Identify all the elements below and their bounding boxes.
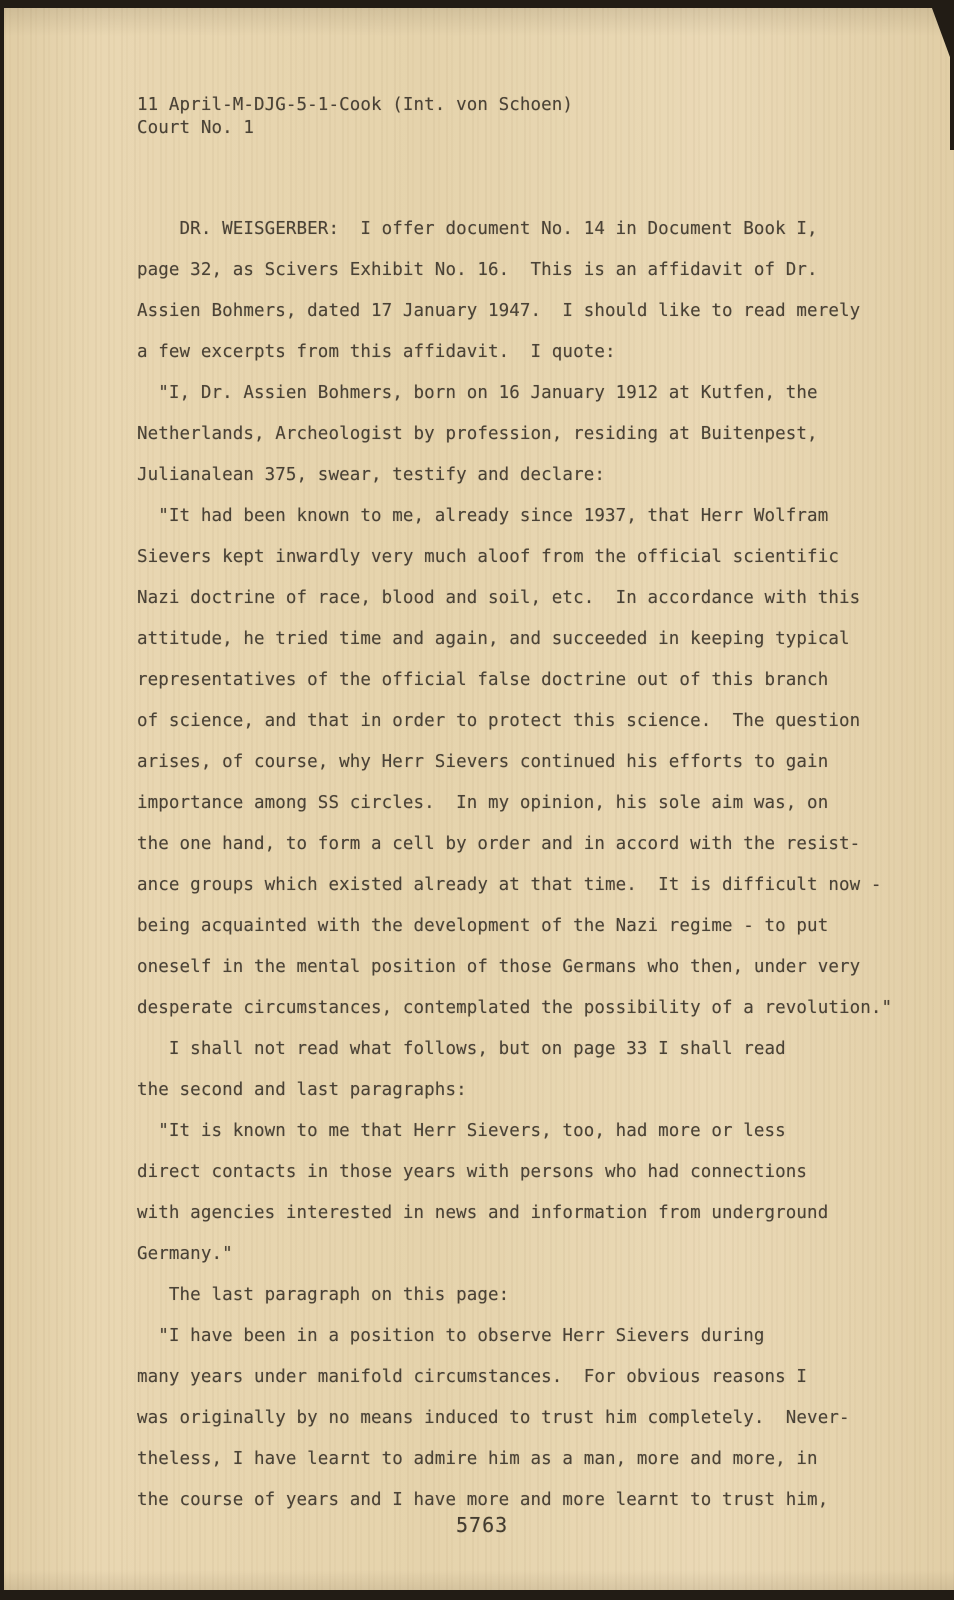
paragraph: [137, 1029, 892, 1111]
document-line: Sievers kept inwardly very much aloof from the official scientific: [137, 547, 839, 567]
document-line: theless, I have learnt to admire him as a man, more and more, in: [137, 1449, 818, 1469]
document-line: importance among SS circles. In my opinion, his sole aim was, on: [137, 793, 829, 813]
paragraph: [137, 1316, 892, 1521]
document-body: [137, 209, 892, 1521]
document-line: DR. WEISGERBER: I offer document No. 14 in Document Book I,: [137, 219, 818, 239]
document-line: direct contacts in those years with persons who had connections: [137, 1162, 808, 1182]
paragraph: [137, 373, 892, 496]
page-number: 5763: [456, 1513, 509, 1537]
paragraph: [137, 496, 892, 1029]
document-line: ance groups which existed already at that time. It is difficult now -: [137, 875, 882, 895]
document-line: Nazi doctrine of race, blood and soil, etc. In accordance with this: [137, 588, 861, 608]
document-line: The last paragraph on this page:: [137, 1285, 510, 1305]
document-line: representatives of the official false doctrine out of this branch: [137, 670, 829, 690]
header-line-court: Court No. 1: [137, 118, 254, 138]
document-line: Assien Bohmers, dated 17 January 1947. I should like to read merely: [137, 301, 861, 321]
header-line-reference: 11 April-M-DJG-5-1-Cook (Int. von Schoen): [137, 95, 574, 115]
document-line: I shall not read what follows, but on page 33 I shall read: [137, 1039, 786, 1059]
document-line: with agencies interested in news and information from underground: [137, 1203, 829, 1223]
page-header: [137, 94, 573, 140]
paragraph: [137, 1111, 892, 1275]
paragraph: [137, 1275, 892, 1316]
document-line: Netherlands, Archeologist by profession, residing at Buitenpest,: [137, 424, 818, 444]
document-line: "I, Dr. Assien Bohmers, born on 16 January 1912 at Kutfen, the: [137, 383, 818, 403]
paragraph: [137, 209, 892, 373]
document-line: desperate circumstances, contemplated the possibility of a revolution.": [137, 998, 893, 1018]
document-line: "I have been in a position to observe Herr Sievers during: [137, 1326, 765, 1346]
document-line: a few excerpts from this affidavit. I quote:: [137, 342, 616, 362]
document-line: the second and last paragraphs:: [137, 1080, 467, 1100]
scan-corner-top-right: [929, 0, 954, 68]
document-line: being acquainted with the development of the Nazi regime - to put: [137, 916, 829, 936]
document-line: of science, and that in order to protect this science. The question: [137, 711, 861, 731]
document-line: was originally by no means induced to trust him completely. Never-: [137, 1408, 850, 1428]
document-line: page 32, as Scivers Exhibit No. 16. This is an affidavit of Dr.: [137, 260, 818, 280]
document-line: arises, of course, why Herr Sievers continued his efforts to gain: [137, 752, 829, 772]
document-line: "It is known to me that Herr Sievers, too, had more or less: [137, 1121, 786, 1141]
document-line: the one hand, to form a cell by order and in accord with the resist-: [137, 834, 861, 854]
document-line: Julianalean 375, swear, testify and declare:: [137, 465, 605, 485]
document-line: many years under manifold circumstances. For obvious reasons I: [137, 1367, 808, 1387]
document-line: the course of years and I have more and more learnt to trust him,: [137, 1490, 829, 1510]
document-line: Germany.": [137, 1244, 233, 1264]
document-line: oneself in the mental position of those Germans who then, under very: [137, 957, 861, 977]
document-line: attitude, he tried time and again, and succeeded in keeping typical: [137, 629, 850, 649]
paper: [4, 8, 954, 1590]
document-line: "It had been known to me, already since 1937, that Herr Wolfram: [137, 506, 829, 526]
